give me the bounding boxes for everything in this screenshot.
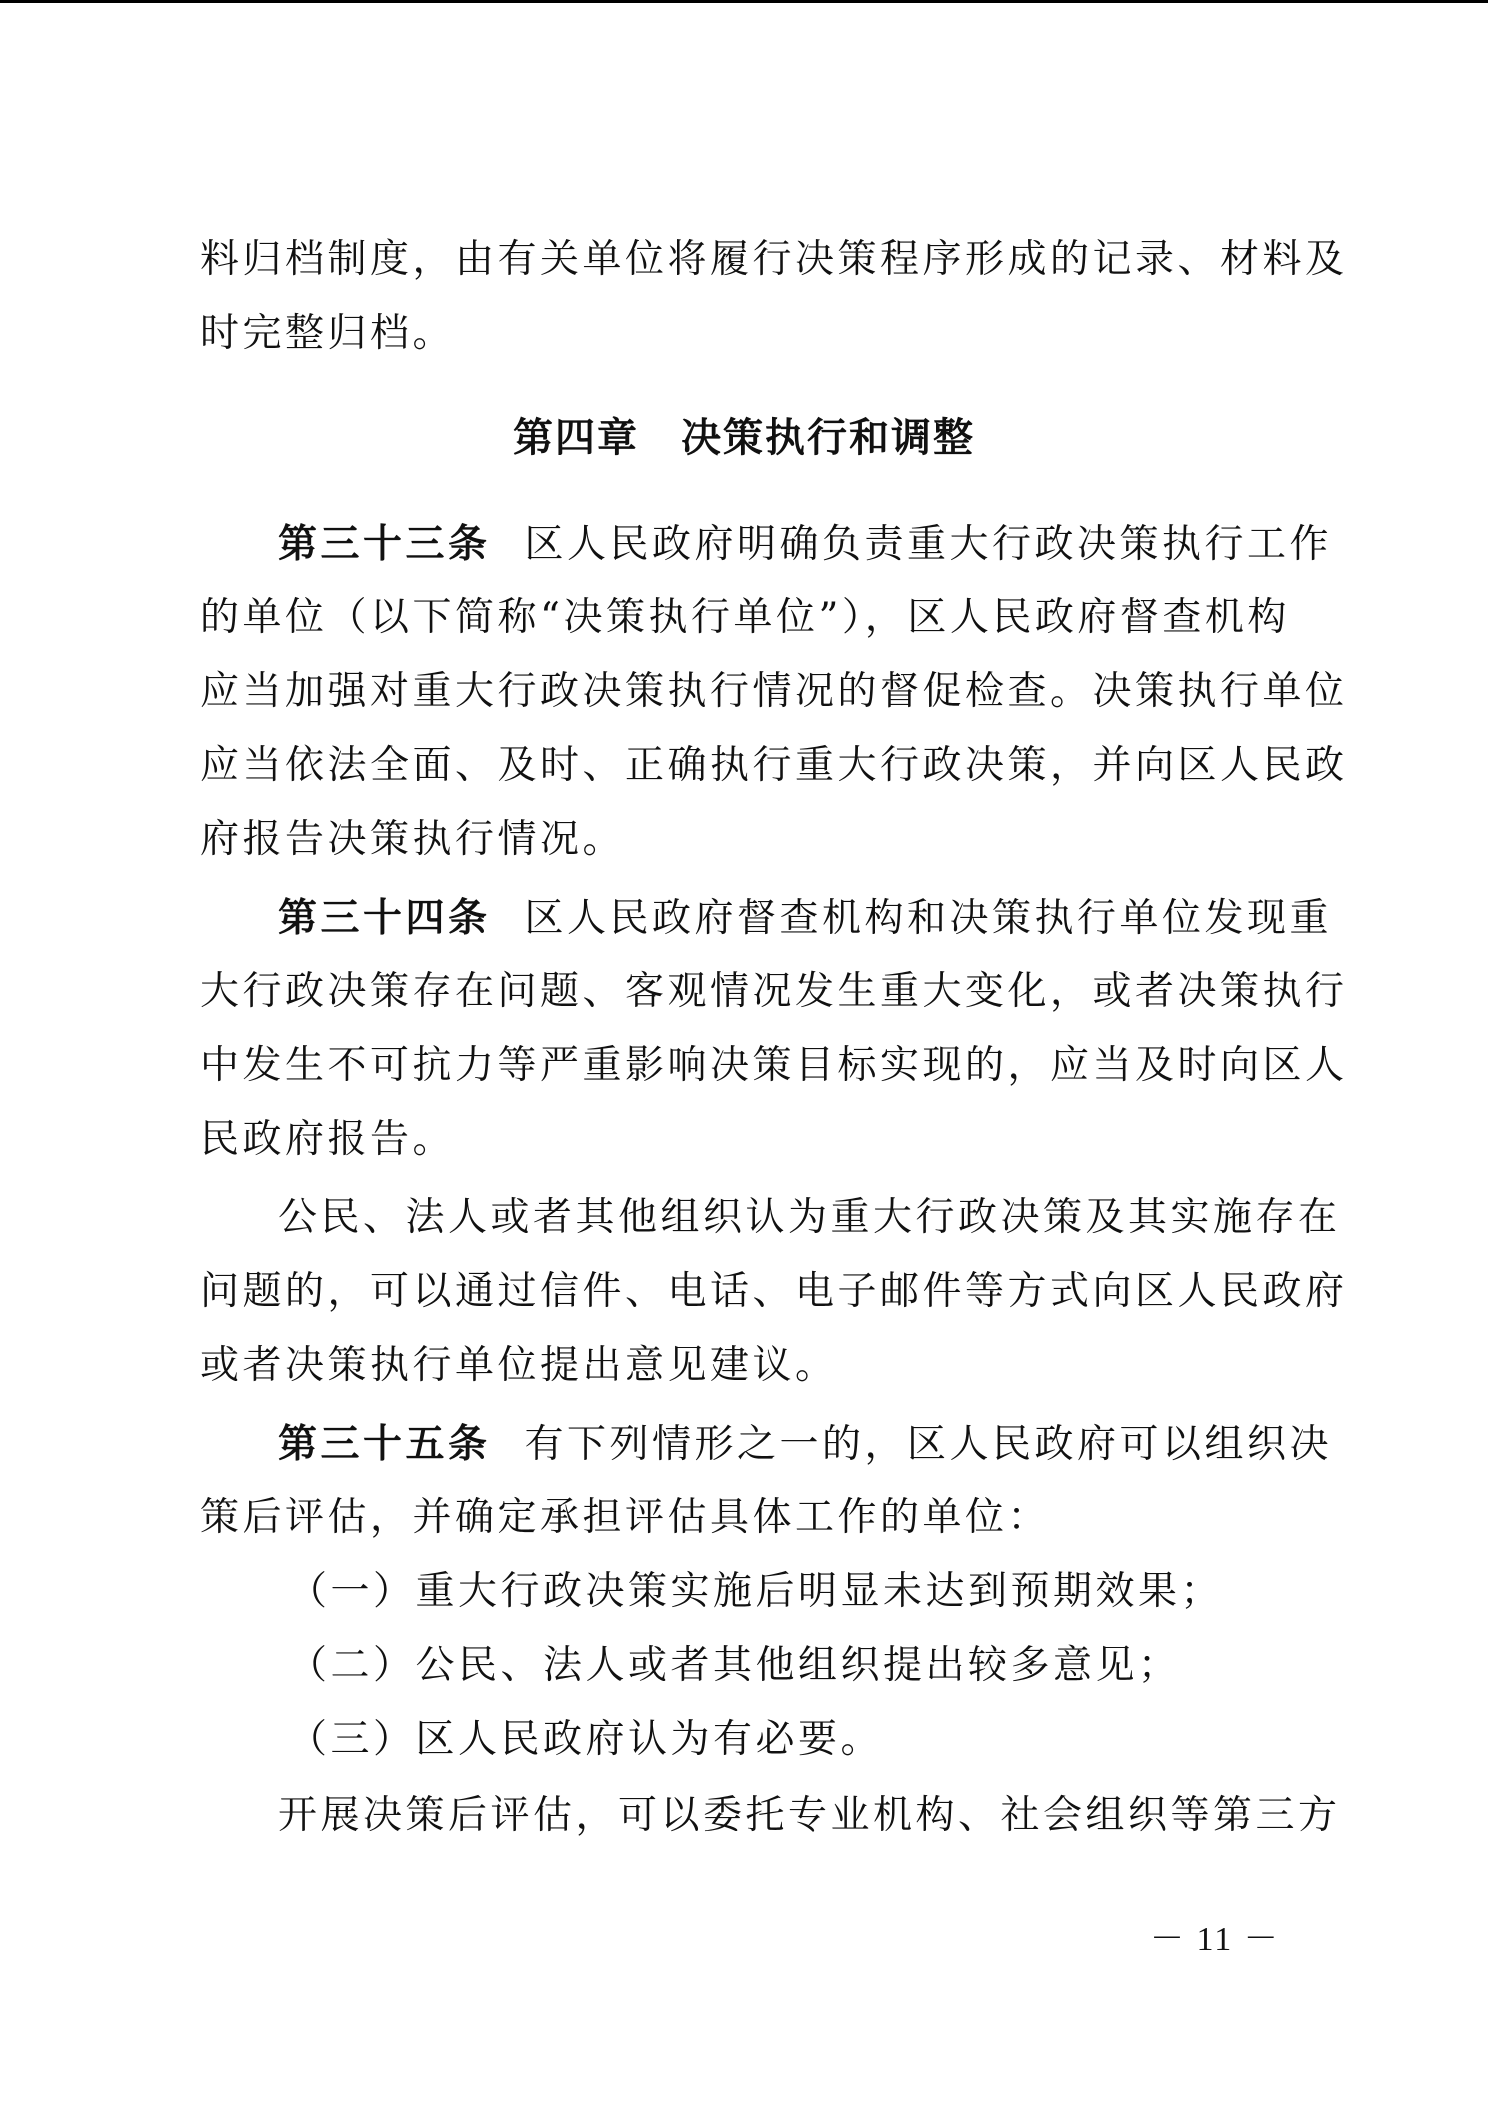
article-34-para2-line-3: 或者决策执行单位提出意见建议。 <box>200 1343 838 1388</box>
article-35-item-2: （二）公民、法人或者其他组织提出较多意见； <box>288 1643 1181 1688</box>
intro-line-2: 时完整归档。 <box>200 311 456 356</box>
article-34-text-1: 区人民政府督查机构和决策执行单位发现重 <box>524 896 1333 941</box>
article-35-text-1: 有下列情形之一的，区人民政府可以组织决 <box>524 1422 1333 1467</box>
article-34-line-2: 大行政决策存在问题、客观情况发生重大变化，或者决策执行 <box>200 969 1348 1014</box>
article-34-line-1 <box>278 890 1368 946</box>
top-border-rule <box>0 0 1488 3</box>
article-33-text-1: 区人民政府明确负责重大行政决策执行工作 <box>524 522 1333 567</box>
chapter-title: 第四章 决策执行和调整 <box>513 414 975 461</box>
article-35-item-3: （三）区人民政府认为有必要。 <box>288 1717 884 1762</box>
article-35-line-2: 策后评估，并确定承担评估具体工作的单位： <box>200 1495 1051 1540</box>
article-33-line-2: 的单位（以下简称“决策执行单位”），区人民政府督查机构 <box>200 595 1290 640</box>
article-35-item-1: （一）重大行政决策实施后明显未达到预期效果； <box>288 1569 1224 1614</box>
article-34-line-3: 中发生不可抗力等严重影响决策目标实现的，应当及时向区人 <box>200 1043 1348 1088</box>
article-33-line-5: 府报告决策执行情况。 <box>200 817 626 862</box>
article-34-line-4: 民政府报告。 <box>200 1117 456 1162</box>
article-33-line-1 <box>278 516 1368 572</box>
article-35-para2-line-1: 开展决策后评估，可以委托专业机构、社会组织等第三方 <box>278 1793 1341 1838</box>
article-35-number: 第三十五条 <box>278 1421 491 1467</box>
article-34-para2-line-1: 公民、法人或者其他组织认为重大行政决策及其实施存在 <box>278 1195 1341 1240</box>
intro-line-1: 料归档制度，由有关单位将履行决策程序形成的记录、材料及 <box>200 237 1348 282</box>
article-33-line-4: 应当依法全面、及时、正确执行重大行政决策，并向区人民政 <box>200 743 1348 788</box>
article-35-line-1 <box>278 1416 1368 1472</box>
page-number: － 11 － <box>1150 1921 1280 1958</box>
article-34-number: 第三十四条 <box>278 895 491 941</box>
article-33-number: 第三十三条 <box>278 521 491 567</box>
article-33-line-3: 应当加强对重大行政决策执行情况的督促检查。决策执行单位 <box>200 669 1348 714</box>
article-34-para2-line-2: 问题的，可以通过信件、电话、电子邮件等方式向区人民政府 <box>200 1269 1348 1314</box>
